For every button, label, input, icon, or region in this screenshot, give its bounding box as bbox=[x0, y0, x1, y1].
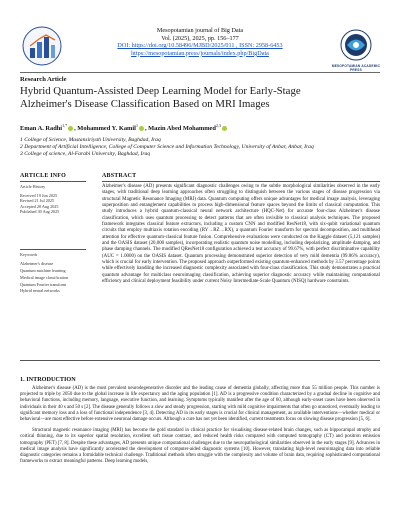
keyword: Quantum Fourier transform bbox=[20, 281, 67, 287]
author-affil-mark: 1,* bbox=[62, 123, 68, 128]
divider bbox=[20, 249, 86, 250]
introduction-body bbox=[20, 386, 380, 470]
author-name: Eman A. Radhi bbox=[20, 125, 63, 133]
doi-link[interactable]: DOI: https://doi.org/10.58496/MJBD/2025/011 , ISSN: 2958-6453 bbox=[117, 42, 283, 50]
keywords bbox=[20, 252, 86, 295]
history-item: Published 30 Aug 2025 bbox=[20, 208, 60, 214]
author-name: Mohammed Y. Kamil bbox=[77, 125, 136, 133]
keyword: Medical image classification bbox=[20, 274, 69, 280]
keyword: Quantum machine learning bbox=[20, 268, 66, 273]
article-type: Research Article bbox=[20, 76, 67, 83]
divider bbox=[20, 181, 86, 182]
journal-info bbox=[80, 27, 320, 57]
author-affil-mark: 2,3 bbox=[215, 123, 221, 128]
affiliation: 1 College of Science, Mustansiriyah University, Baghdad, Iraq bbox=[20, 137, 161, 143]
journal-logo bbox=[22, 26, 62, 66]
paragraph: Structural magnetic resonance imaging (MRI) has become the gold standard in clinical practice for visualising disease-related brain changes, such as hippocampal atrophy and cortical thinning, due to its superior spatial resolution, excellent soft tissue contrast, and reduced health risks compared with computed tomography (CT) and positron emission tomography (PET) [7, 8]. Despite these advantages, AD presents unique computational challenges due to the neuropathological similarities observed in the early stages [9]. Advances in medical image analysis have significantly accelerated the development of computer-aided diagnostic systems [10]. However, translating high-level neuroimaging data into reliable diagnostic categories remains a formidable technical challenge. Traditional methods often struggle with the complexity and volume of brain data, requiring sophisticated computational frameworks to extract meaningful patterns. Deep learning models, bbox=[20, 428, 380, 465]
history-item: Revised 21 Jul 2025 bbox=[20, 198, 55, 204]
affiliation: 2 Department of Artificial Intelligence, College of Computer Science and Information Technology, University of Anbar, Anbar, Iraq bbox=[20, 144, 314, 151]
author-affil-mark: 1 bbox=[135, 123, 138, 128]
paragraph: Alzheimer's disease (AD) is the most prevalent neurodegenerative disorder and the leading cause of dementia globally, affecting more than 55 million people. This number is projected to triple by 2050 due to the global increase in life expectancy and the aging population [1]. AD is a progressive condition characterized by a gradual decline in cognitive and behavioral functions, including memory, language, executive function, and learning. Symptoms typically manifest after the age of 60, although early-onset cases have been observed in individuals in their 40 s and 50 s [2]. The disease generally follows a slow and steady progression, starting with mild cognitive impairments that often go unnoticed, eventually leading to significant memory loss and a loss of functional independence [3, 4]. Detecting AD in its early stages is crucial for clinical management, as available interventions—whether medical or behavioral—are most effective before extensive neuronal damage occurs. Although a cure has not yet been identified, current treatments focus on slowing disease progression [5, 6]. bbox=[20, 386, 380, 423]
history-item: Received 19 Jun 2025 bbox=[20, 193, 58, 199]
journal-volume: Vol. (2025), 2025, pp. 156–177 bbox=[161, 34, 239, 42]
divider bbox=[102, 181, 380, 182]
affiliation: 3 College of science, Al-Farabi University, Baghdad, Iraq bbox=[20, 151, 151, 158]
publisher-logo bbox=[332, 28, 380, 70]
author-name: Mazin Abed Mohammed bbox=[148, 125, 216, 133]
orcid-icon[interactable] bbox=[139, 126, 144, 131]
article-info-heading: ARTICLE INFO bbox=[20, 173, 67, 179]
article-history bbox=[20, 184, 86, 214]
section-heading: 1. INTRODUCTION bbox=[20, 376, 76, 383]
history-label: Article History bbox=[20, 184, 46, 189]
abstract-heading: ABSTRACT bbox=[102, 173, 137, 179]
journal-header bbox=[20, 24, 380, 70]
affiliations bbox=[20, 137, 314, 159]
article-title: Hybrid Quantum-Assisted Deep Learning Model for Early-Stage Alzheimer's Disease Classification Based on MRI Images bbox=[20, 85, 301, 110]
orcid-icon[interactable] bbox=[68, 126, 73, 131]
keyword: Alzheimer's disease bbox=[20, 261, 54, 267]
journal-name: Mesopotamian journal of Big Data bbox=[156, 27, 244, 34]
history-item: Accepted 20 Aug 2025 bbox=[20, 203, 59, 209]
author-list: Eman A. Radhi$^{1,*}$ , Mohammed Y. Kamil$^1$ , Mazin Abed Mohammed$^{2,3}$ bbox=[20, 123, 228, 132]
header-divider bbox=[20, 72, 380, 73]
keyword: Hybrid neural networks bbox=[20, 288, 60, 294]
journal-url-link[interactable]: https://mesopotamian.press/journals/index.php/BigData bbox=[131, 49, 269, 57]
publisher-name: MESOPOTAMIAN ACADEMIC PRESS bbox=[331, 64, 381, 72]
orcid-icon[interactable] bbox=[222, 126, 227, 131]
keywords-label: Keywords bbox=[20, 252, 38, 257]
abstract-text: Alzheimer's disease (AD) presents significant diagnostic challenges owing to the subtle morphological similarities observed in the early stages, with traditional deep learning approaches often struggling to distinguish between the various stages of disease progression via structural Magnetic Resonance Imaging (MRI) data. Quantum computing offers unique advantages for medical image analysis, leveraging superposition and entanglement capabilities to process high-dimensional feature spaces beyond the limits of classical computation. This study introduces a hybrid quantum-classical neural network architecture (HQC-Net) for accurate four-class Alzheimer's disease classification, which uses quantum processing to detect patterns that are often invisible to classical analysis techniques. The proposed framework integrates classical feature extractors, including a custom CNN and modified ResNet18, with six-qubit variational quantum circuits that employ multiaxis rotation encoding (RY→RZ→RX), a quantum Fourier transform for spectral decomposition, and multihead attention for effective quantum-classical feature fusion. Comprehensive evaluations were conducted on the Kaggle dataset (5,121 samples) and the OASIS dataset (20,000 samples), incorporating realistic quantum noise modelling, including depolarizing, amplitude damping, and phase damping channels. The modified QResNet18 configuration achieved a test accuracy of 99.67%, with perfect discriminative capability (AUC = 1.0000) on the OASIS dataset. Quantum processing demonstrated superior detection of very mild dementia (99.86% accuracy), which is crucial for early intervention. The proposed approach outperformed existing quantum-enhanced methods by 3.57 percentage points while effectively handling the increased diagnostic complexity associated with four-class classification. This study demonstrates a practical quantum advantage for multiclass neuroimaging classification, achieving superior diagnostic accuracy while maintaining computational efficiency and clinical deployment feasibility under current Noisy Intermediate-Scale Quantum (NISQ) hardware constraints. bbox=[102, 184, 380, 285]
divider bbox=[20, 360, 380, 361]
